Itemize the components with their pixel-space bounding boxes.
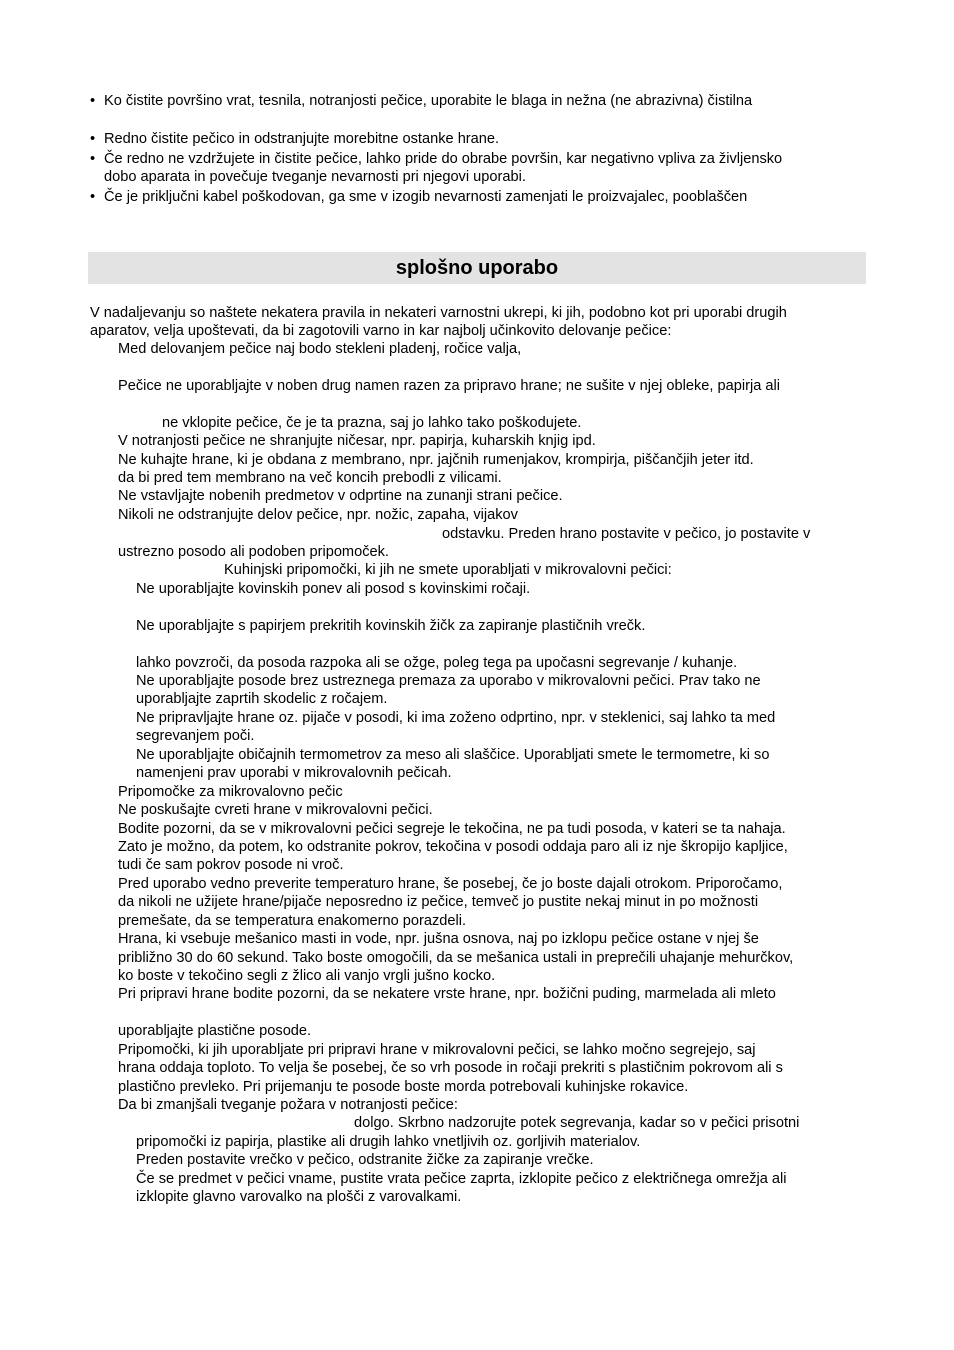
text-line: Ne kuhajte hrane, ki je obdana z membrano, npr. jajčnih rumenjakov, krompirja, piščančjih jeter itd. [118,452,754,468]
text-line: ko boste v tekočino segli z žlico ali vanjo vrgli jušno kocko. [118,968,496,984]
text-line: Pečice ne uporabljajte v noben drug namen razen za pripravo hrane; ne sušite v njej obleke, papirja ali [118,378,780,394]
text-line: V nadaljevanju so naštete nekatera pravila in nekateri varnostni ukrepi, ki jih, podobno kot pri uporabi drugih [90,305,787,321]
text-line: Kuhinjski pripomočki, ki jih ne smete uporabljati v mikrovalovni pečici: [224,562,672,578]
text-line: V notranjosti pečice ne shranjujte ničesar, npr. papirja, kuharskih knjig ipd. [118,433,596,449]
text-line: lahko povzroči, da posoda razpoka ali se ožge, poleg tega pa upočasni segrevanje / kuhanje. [136,655,738,671]
text-line: odstavku. Preden hrano postavite v pečico, jo postavite v [442,526,811,542]
text-line: Ne uporabljajte posode brez ustreznega premaza za uporabo v mikrovalovni pečici. Prav tako ne [136,673,761,689]
section-title: splošno uporabo [395,257,559,279]
text-line: izklopite glavno varovalko na plošči z varovalkami. [136,1189,462,1205]
bullet-text: Če je priključni kabel poškodovan, ga sme v izogib nevarnosti zamenjati le proizvajalec, pooblaščen [104,189,748,205]
text-line: tudi če sam pokrov posode ni vroč. [118,857,344,873]
text-line: da nikoli ne užijete hrane/pijače neposredno iz pečice, temveč jo pustite nekaj minut in po možnosti [118,894,759,910]
text-line: uporabljajte zaprtih skodelic z ročajem. [136,691,388,707]
text-line: Nikoli ne odstranjujte delov pečice, npr. nožic, zapaha, vijakov [118,507,518,523]
bullet-marker: • [90,93,96,109]
bullet-marker: • [90,131,96,147]
text-line: da bi pred tem membrano na več koncih prebodli z vilicami. [118,470,502,486]
bullet-text: Ko čistite površino vrat, tesnila, notranjosti pečice, uporabite le blaga in nežna (ne abrazivna) čistilna [104,93,753,109]
text-line: ustrezno posodo ali podoben pripomoček. [118,544,389,560]
text-line: aparatov, velja upoštevati, da bi zagotovili varno in kar najbolj učinkovito delovanje pečice: [90,323,672,339]
bullet-marker: • [90,151,96,167]
text-line: Preden postavite vrečko v pečico, odstranite žičke za zapiranje vrečke. [136,1152,594,1168]
bullet-text: Redno čistite pečico in odstranjujte morebitne ostanke hrane. [104,131,500,147]
text-line: premešate, da se temperatura enakomerno porazdeli. [118,913,467,929]
text-line: Pred uporabo vedno preverite temperaturo hrane, še posebej, če jo boste dajali otrokom. Priporočamo, [118,876,783,892]
text-line: Pri pripravi hrane bodite pozorni, da se nekatere vrste hrane, npr. božični puding, marmelada ali mleto [118,986,776,1002]
text-line: plastično prevleko. Pri prijemanju te posode boste morda potrebovali kuhinjske rokavice. [118,1079,689,1095]
text-line: Če se predmet v pečici vname, pustite vrata pečice zaprta, izklopite pečico z električnega omrežja ali [136,1171,787,1187]
bullet-text: Če redno ne vzdržujete in čistite pečice, lahko pride do obrabe površin, kar negativno vpliva za življensko [104,151,783,167]
text-line: Hrana, ki vsebuje mešanico masti in vode, npr. jušna osnova, naj po izklopu pečice ostane v njej še [118,931,759,947]
text-line: Med delovanjem pečice naj bodo stekleni pladenj, ročice valja, [118,341,522,357]
bullet-marker: • [90,189,96,205]
text-line: pripomočki iz papirja, plastike ali drugih lahko vnetljivih oz. gorljivih materialov. [136,1134,641,1150]
text-line: Bodite pozorni, da se v mikrovalovni pečici segreje le tekočina, ne pa tudi posoda, v kateri se ta nahaja. [118,821,786,837]
text-line: Ne uporabljajte s papirjem prekritih kovinskih žičk za zapiranje plastičnih vrečk. [136,618,646,634]
text-line: Pripomočke za mikrovalovno pečic [118,784,343,800]
text-line: Ne uporabljajte običajnih termometrov za meso ali slaščice. Uporabljati smete le termometre, ki so [136,747,770,763]
text-line: ne vklopite pečice, če je ta prazna, saj jo lahko tako poškodujete. [162,415,582,431]
text-line: Zato je možno, da potem, ko odstranite pokrov, tekočina v posodi oddaja paro ali iz nje škropijo kapljice, [118,839,788,855]
text-line: Ne uporabljajte kovinskih ponev ali posod s kovinskimi ročaji. [136,581,531,597]
text-line: dolgo. Skrbno nadzorujte potek segrevanja, kadar so v pečici prisotni [354,1115,800,1131]
text-line: Ne poskušajte cvreti hrane v mikrovalovni pečici. [118,802,433,818]
text-line: namenjeni prav uporabi v mikrovalovnih pečicah. [136,765,452,781]
text-line: Ne vstavljajte nobenih predmetov v odprtine na zunanji strani pečice. [118,488,563,504]
text-line: segrevanjem poči. [136,728,255,744]
text-line: uporabljajte plastične posode. [118,1023,312,1039]
text-line: hrana oddaja toploto. To velja še posebej, če so vrh posode in ročaji prekriti s plastičnim pokrovom ali s [118,1060,783,1076]
section-heading-bar [88,252,866,284]
text-line: Pripomočki, ki jih uporabljate pri pripravi hrane v mikrovalovni pečici, se lahko močno segrejejo, saj [118,1042,756,1058]
bullet-text-continuation: dobo aparata in povečuje tveganje nevarnosti pri njegovi uporabi. [104,169,526,185]
text-line: Da bi zmanjšali tveganje požara v notranjosti pečice: [118,1097,458,1113]
text-line: Ne pripravljajte hrane oz. pijače v posodi, ki ima zoženo odprtino, npr. v steklenici, saj lahko ta med [136,710,776,726]
text-line: približno 30 do 60 sekund. Tako boste omogočili, da se mešanica ustali in preprečili uhajanje mehurčkov, [118,950,794,966]
